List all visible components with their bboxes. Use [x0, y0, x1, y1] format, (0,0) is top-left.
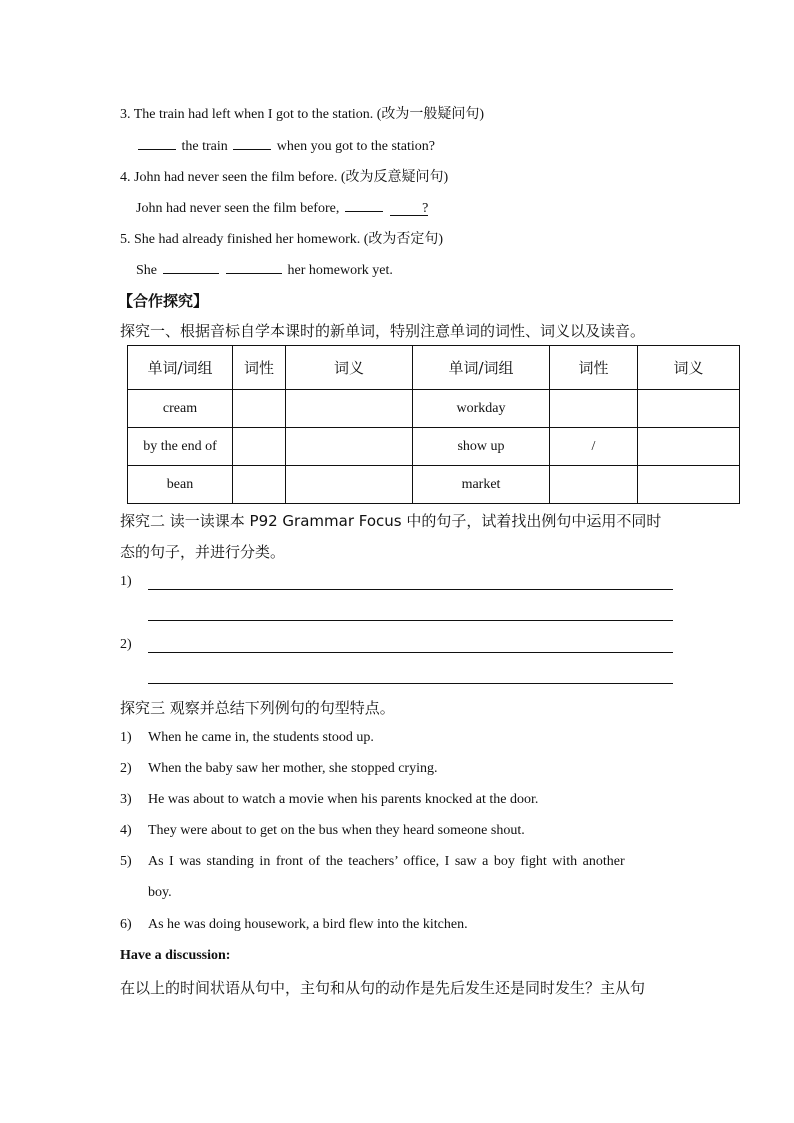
answer-item-2-number: 2) [120, 637, 132, 652]
meaning-cell[interactable] [638, 390, 740, 428]
answer-blank[interactable] [233, 135, 271, 150]
answer-text: John had never seen the film before, [136, 201, 340, 216]
answer-text: her homework yet. [287, 263, 393, 278]
answer-item-1-number: 1) [120, 574, 132, 589]
discussion-title: Have a discussion: [120, 948, 231, 963]
meaning-cell[interactable] [638, 428, 740, 466]
word-cell: by the end of [128, 428, 233, 466]
answer-line[interactable] [148, 620, 673, 621]
exercise-4-prompt: 4. John had never seen the film before. (改为反意疑问句) [120, 170, 449, 185]
inquiry-1-instruction: 探究一、根据音标自学本课时的新单词，特别注意单词的词性、词义以及读音。 [120, 322, 646, 340]
word-cell: show up [413, 428, 550, 466]
table-row [128, 428, 740, 466]
answer-blank[interactable] [390, 201, 428, 216]
table-row [128, 466, 740, 504]
header-cell: 词性 [550, 346, 638, 390]
meaning-cell[interactable] [286, 390, 413, 428]
header-cell: 词义 [286, 346, 413, 390]
table-row [128, 390, 740, 428]
word-cell: workday [413, 390, 550, 428]
section-title: 【合作探究】 [118, 292, 209, 310]
answer-text: when you got to the station? [276, 139, 436, 154]
question-mark: ? [422, 201, 429, 216]
exercise-5-answer-line [136, 259, 393, 279]
header-cell: 单词/词组 [413, 346, 550, 390]
answer-text: She [136, 263, 157, 278]
exercise-3-prompt: 3. The train had left when I got to the station. (改为一般疑问句) [120, 107, 485, 122]
inquiry-3-instruction: 探究三 观察并总结下列例句的句型特点。 [120, 699, 395, 717]
word-cell: market [413, 466, 550, 504]
answer-text: the train [181, 139, 228, 154]
inquiry-2-instruction-line-2: 态的句子，并进行分类。 [120, 543, 286, 561]
inquiry-2-instruction-line-1: 探究二 读一读课本 P92 Grammar Focus 中的句子，试着找出例句中运用不同时 [120, 512, 662, 530]
example-sentence: As I was standing in front of the teachers’ office, I saw a boy fight with another [148, 854, 625, 869]
example-sentence: As he was doing housework, a bird flew into the kitchen. [148, 917, 468, 932]
example-sentence: He was about to watch a movie when his parents knocked at the door. [148, 792, 539, 807]
meaning-cell[interactable] [286, 466, 413, 504]
example-sentence: They were about to get on the bus when they heard someone shout. [148, 823, 525, 838]
example-sentence: When the baby saw her mother, she stopped crying. [148, 761, 438, 776]
part-of-speech-cell[interactable] [233, 428, 286, 466]
part-of-speech-cell[interactable] [233, 466, 286, 504]
answer-line[interactable] [148, 652, 673, 653]
header-cell: 单词/词组 [128, 346, 233, 390]
meaning-cell[interactable] [286, 428, 413, 466]
header-cell: 词义 [638, 346, 740, 390]
word-cell: cream [128, 390, 233, 428]
word-cell: bean [128, 466, 233, 504]
meaning-cell[interactable] [638, 466, 740, 504]
example-number: 5) [120, 854, 132, 869]
example-number: 4) [120, 823, 132, 838]
example-number: 3) [120, 792, 132, 807]
answer-line[interactable] [148, 683, 673, 684]
example-number: 1) [120, 730, 132, 745]
exercise-3-answer-line [136, 135, 435, 155]
example-number: 6) [120, 917, 132, 932]
part-of-speech-cell: / [550, 428, 638, 466]
answer-blank[interactable] [163, 259, 219, 274]
answer-blank[interactable] [138, 135, 176, 150]
exercise-5-prompt: 5. She had already finished her homework. (改为否定句) [120, 232, 444, 247]
vocabulary-table [127, 345, 740, 504]
example-sentence: When he came in, the students stood up. [148, 730, 374, 745]
header-cell: 词性 [233, 346, 286, 390]
part-of-speech-cell[interactable] [550, 390, 638, 428]
example-sentence-continued: boy. [148, 885, 172, 900]
exercise-4-answer-line [136, 197, 430, 217]
answer-line[interactable] [148, 589, 673, 590]
discussion-text: 在以上的时间状语从句中，主句和从句的动作是先后发生还是同时发生？主从句 [120, 979, 646, 997]
table-header-row [128, 346, 740, 390]
answer-blank[interactable] [345, 197, 383, 212]
example-number: 2) [120, 761, 132, 776]
answer-blank[interactable] [226, 259, 282, 274]
part-of-speech-cell[interactable] [550, 466, 638, 504]
part-of-speech-cell[interactable] [233, 390, 286, 428]
